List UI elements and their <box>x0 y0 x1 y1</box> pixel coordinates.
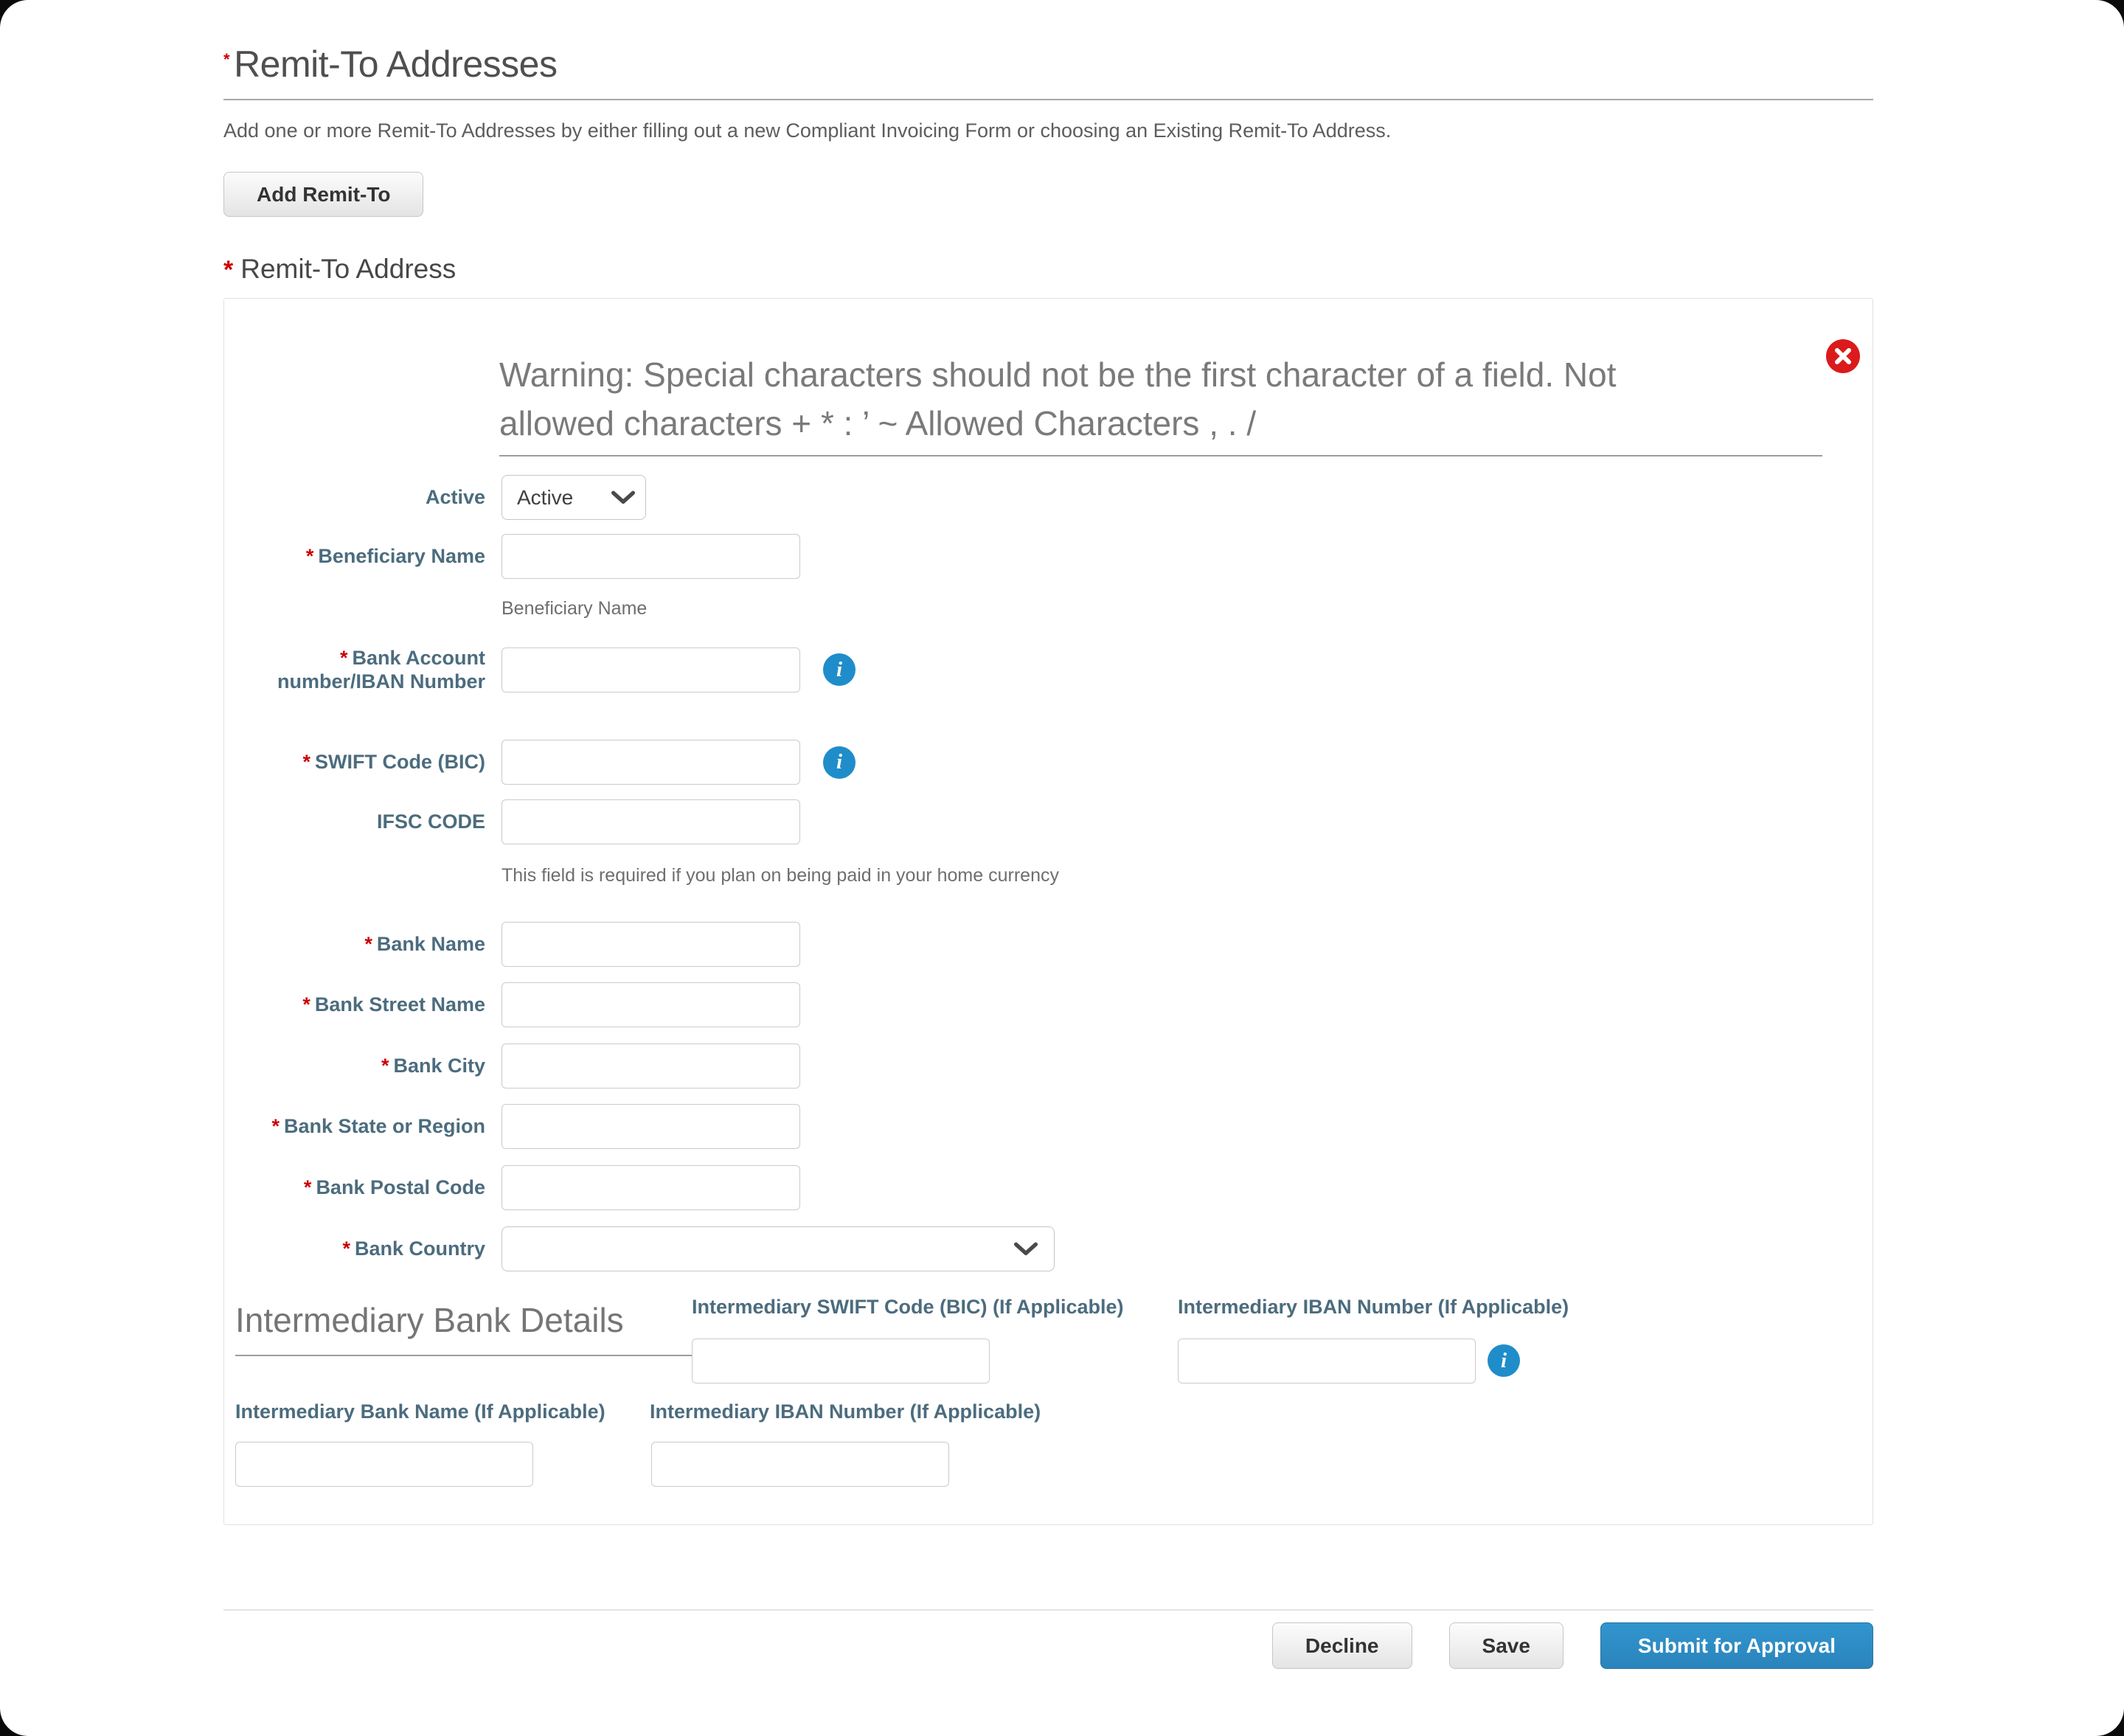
intermediary-section-title: Intermediary Bank Details <box>235 1300 694 1356</box>
required-asterisk: * <box>342 1237 350 1260</box>
bank-street-label: Bank Street Name <box>314 993 485 1016</box>
info-icon[interactable]: i <box>1488 1344 1520 1377</box>
beneficiary-name-row <box>224 534 1873 579</box>
bank-city-input[interactable] <box>502 1044 800 1089</box>
footer-actions <box>223 1622 1873 1669</box>
save-button[interactable]: Save <box>1449 1622 1564 1669</box>
ifsc-code-input[interactable] <box>502 799 800 844</box>
beneficiary-name-label: Beneficiary Name <box>318 545 485 568</box>
intermediary-iban-input-top[interactable] <box>1178 1339 1476 1383</box>
beneficiary-name-input[interactable] <box>502 534 800 579</box>
swift-code-input[interactable] <box>502 740 800 785</box>
ifsc-code-row <box>224 799 1873 844</box>
required-asterisk: * <box>223 256 234 284</box>
required-asterisk: * <box>364 933 372 956</box>
active-row <box>224 475 1873 520</box>
close-icon <box>1834 347 1852 365</box>
bank-account-label: Bank Account number/IBAN Number <box>277 647 485 693</box>
section-title-text: Remit-To Address <box>240 254 457 284</box>
add-remit-to-button[interactable]: Add Remit-To <box>223 172 423 217</box>
required-asterisk: * <box>339 647 348 669</box>
intermediary-bank-name-input[interactable] <box>235 1442 533 1487</box>
bank-name-input[interactable] <box>502 922 800 967</box>
intermediary-iban-label-bottom: Intermediary IBAN Number (If Applicable) <box>650 1400 1041 1423</box>
bank-state-label: Bank State or Region <box>283 1115 485 1138</box>
bank-street-input[interactable] <box>502 982 800 1027</box>
active-label: Active <box>425 486 485 509</box>
decline-button[interactable]: Decline <box>1272 1622 1412 1669</box>
bank-name-label: Bank Name <box>376 933 485 956</box>
required-asterisk: * <box>305 545 314 568</box>
info-icon[interactable]: i <box>823 653 856 686</box>
chevron-down-icon <box>1014 1242 1038 1257</box>
swift-code-label: SWIFT Code (BIC) <box>315 751 485 774</box>
page-title <box>223 46 1873 83</box>
warning-line-1: Warning: Special characters should not be the first character of a field. Not <box>499 355 1617 394</box>
dismiss-warning-button[interactable] <box>1826 339 1860 373</box>
ifsc-code-label: IFSC CODE <box>376 810 485 833</box>
required-asterisk: * <box>302 751 311 774</box>
page-description: Add one or more Remit-To Addresses by either filling out a new Compliant Invoicing Form or choosing an Existing Remit-To Address. <box>223 119 1392 142</box>
intermediary-iban-label-top: Intermediary IBAN Number (If Applicable) <box>1178 1296 1569 1318</box>
bank-street-row <box>224 982 1873 1027</box>
section-title <box>223 254 1873 285</box>
bank-postal-input[interactable] <box>502 1165 800 1210</box>
required-asterisk: * <box>223 50 230 69</box>
active-select[interactable] <box>502 475 646 520</box>
bank-name-row <box>224 922 1873 967</box>
bank-country-label: Bank Country <box>354 1237 485 1260</box>
submit-for-approval-button[interactable]: Submit for Approval <box>1600 1622 1873 1669</box>
bank-postal-row <box>224 1165 1873 1210</box>
bank-state-input[interactable] <box>502 1104 800 1149</box>
beneficiary-name-helper: Beneficiary Name <box>502 598 648 619</box>
intermediary-bank-name-label: Intermediary Bank Name (If Applicable) <box>235 1400 605 1423</box>
warning-message <box>499 350 1822 456</box>
page-title-text: Remit-To Addresses <box>234 44 558 85</box>
bank-postal-label: Bank Postal Code <box>316 1176 485 1199</box>
swift-code-row <box>224 740 1873 785</box>
bank-country-row <box>224 1226 1873 1271</box>
info-icon[interactable]: i <box>823 746 856 779</box>
bank-city-label: Bank City <box>393 1055 485 1077</box>
intermediary-swift-input[interactable] <box>692 1339 990 1383</box>
ifsc-helper: This field is required if you plan on being paid in your home currency <box>502 865 1059 886</box>
bank-state-row <box>224 1104 1873 1149</box>
bank-city-row <box>224 1044 1873 1089</box>
bank-country-select[interactable] <box>502 1226 1055 1271</box>
footer-divider <box>223 1609 1873 1611</box>
required-asterisk: * <box>303 1176 312 1199</box>
title-divider <box>223 99 1873 100</box>
bank-account-input[interactable] <box>502 647 800 692</box>
intermediary-iban-input-bottom[interactable] <box>651 1442 949 1487</box>
bank-account-row <box>224 646 1873 694</box>
required-asterisk: * <box>381 1055 389 1077</box>
intermediary-swift-label: Intermediary SWIFT Code (BIC) (If Applicable) <box>692 1296 1124 1318</box>
active-select-value: Active <box>517 485 574 509</box>
required-asterisk: * <box>271 1115 280 1138</box>
remit-to-address-panel <box>223 298 1873 1525</box>
chevron-down-icon <box>611 490 635 505</box>
required-asterisk: * <box>302 993 310 1016</box>
warning-line-2: allowed characters + * : ’ ~ Allowed Characters , . / <box>499 404 1257 442</box>
